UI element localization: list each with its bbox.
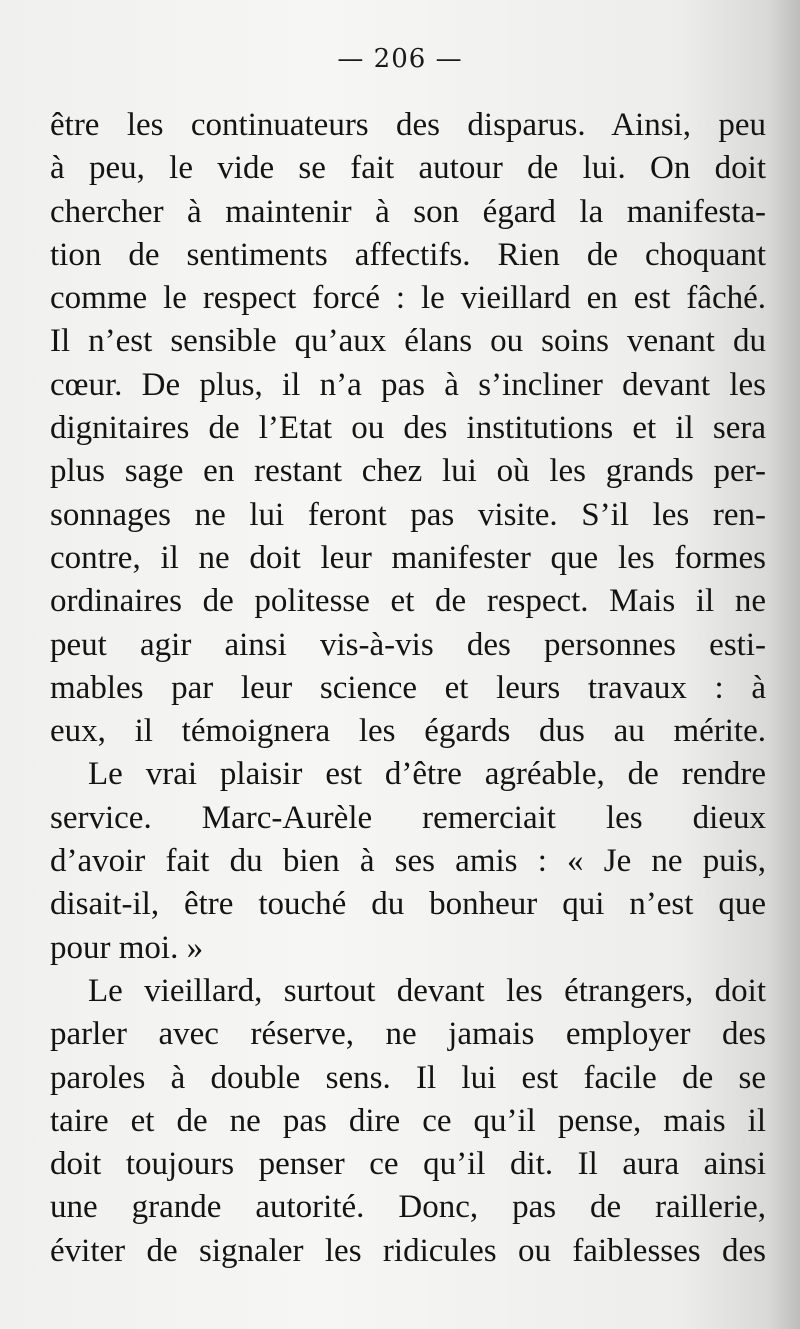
- text-line: une grande autorité. Donc, pas de raillerie,: [50, 1189, 766, 1226]
- text-line: éviter de signaler les ridicules ou faiblesses des: [50, 1232, 766, 1269]
- text-line: cœur. De plus, il n’a pas à s’incliner devant les: [50, 366, 766, 403]
- text-line: parler avec réserve, ne jamais employer des: [50, 1016, 766, 1053]
- text-line: mables par leur science et leurs travaux : à: [50, 669, 766, 706]
- text-line: Le vieillard, surtout devant les étrangers, doit: [88, 972, 766, 1009]
- text-line: d’avoir fait du bien à ses amis : « Je ne puis,: [50, 843, 766, 880]
- text-line: à peu, le vide se fait autour de lui. On doit: [50, 150, 766, 187]
- text-line: paroles à double sens. Il lui est facile de se: [50, 1059, 766, 1096]
- text-line: service. Marc-Aurèle remerciait les dieux: [50, 799, 766, 836]
- text-line: plus sage en restant chez lui où les grands per-: [50, 453, 766, 490]
- text-line: sonnages ne lui feront pas visite. S’il les ren-: [50, 496, 766, 533]
- text-line: comme le respect forcé : le vieillard en est fâché.: [50, 280, 766, 317]
- text-line: disait-il, être touché du bonheur qui n’est que: [50, 886, 766, 923]
- text-line: tion de sentiments affectifs. Rien de choquant: [50, 236, 766, 273]
- text-line: dignitaires de l’Etat ou des institutions et il sera: [50, 410, 766, 447]
- text-line: taire et de ne pas dire ce qu’il pense, mais il: [50, 1102, 766, 1139]
- text-line: ordinaires de politesse et de respect. Mais il ne: [50, 583, 766, 620]
- text-line: chercher à maintenir à son égard la manifesta-: [50, 193, 766, 230]
- text-line: Il n’est sensible qu’aux élans ou soins venant du: [50, 323, 766, 360]
- text-line: peut agir ainsi vis-à-vis des personnes esti-: [50, 626, 766, 663]
- body-text: [50, 104, 766, 1273]
- text-line: contre, il ne doit leur manifester que les formes: [50, 539, 766, 576]
- text-line: Le vrai plaisir est d’être agréable, de rendre: [88, 756, 766, 793]
- text-line: pour moi. »: [50, 929, 204, 966]
- text-line: être les continuateurs des disparus. Ainsi, peu: [50, 107, 766, 143]
- text-line: doit toujours penser ce qu’il dit. Il aura ainsi: [50, 1146, 766, 1183]
- text-line: eux, il témoignera les égards dus au mérite.: [50, 713, 766, 750]
- page-number: — 206 —: [337, 44, 463, 74]
